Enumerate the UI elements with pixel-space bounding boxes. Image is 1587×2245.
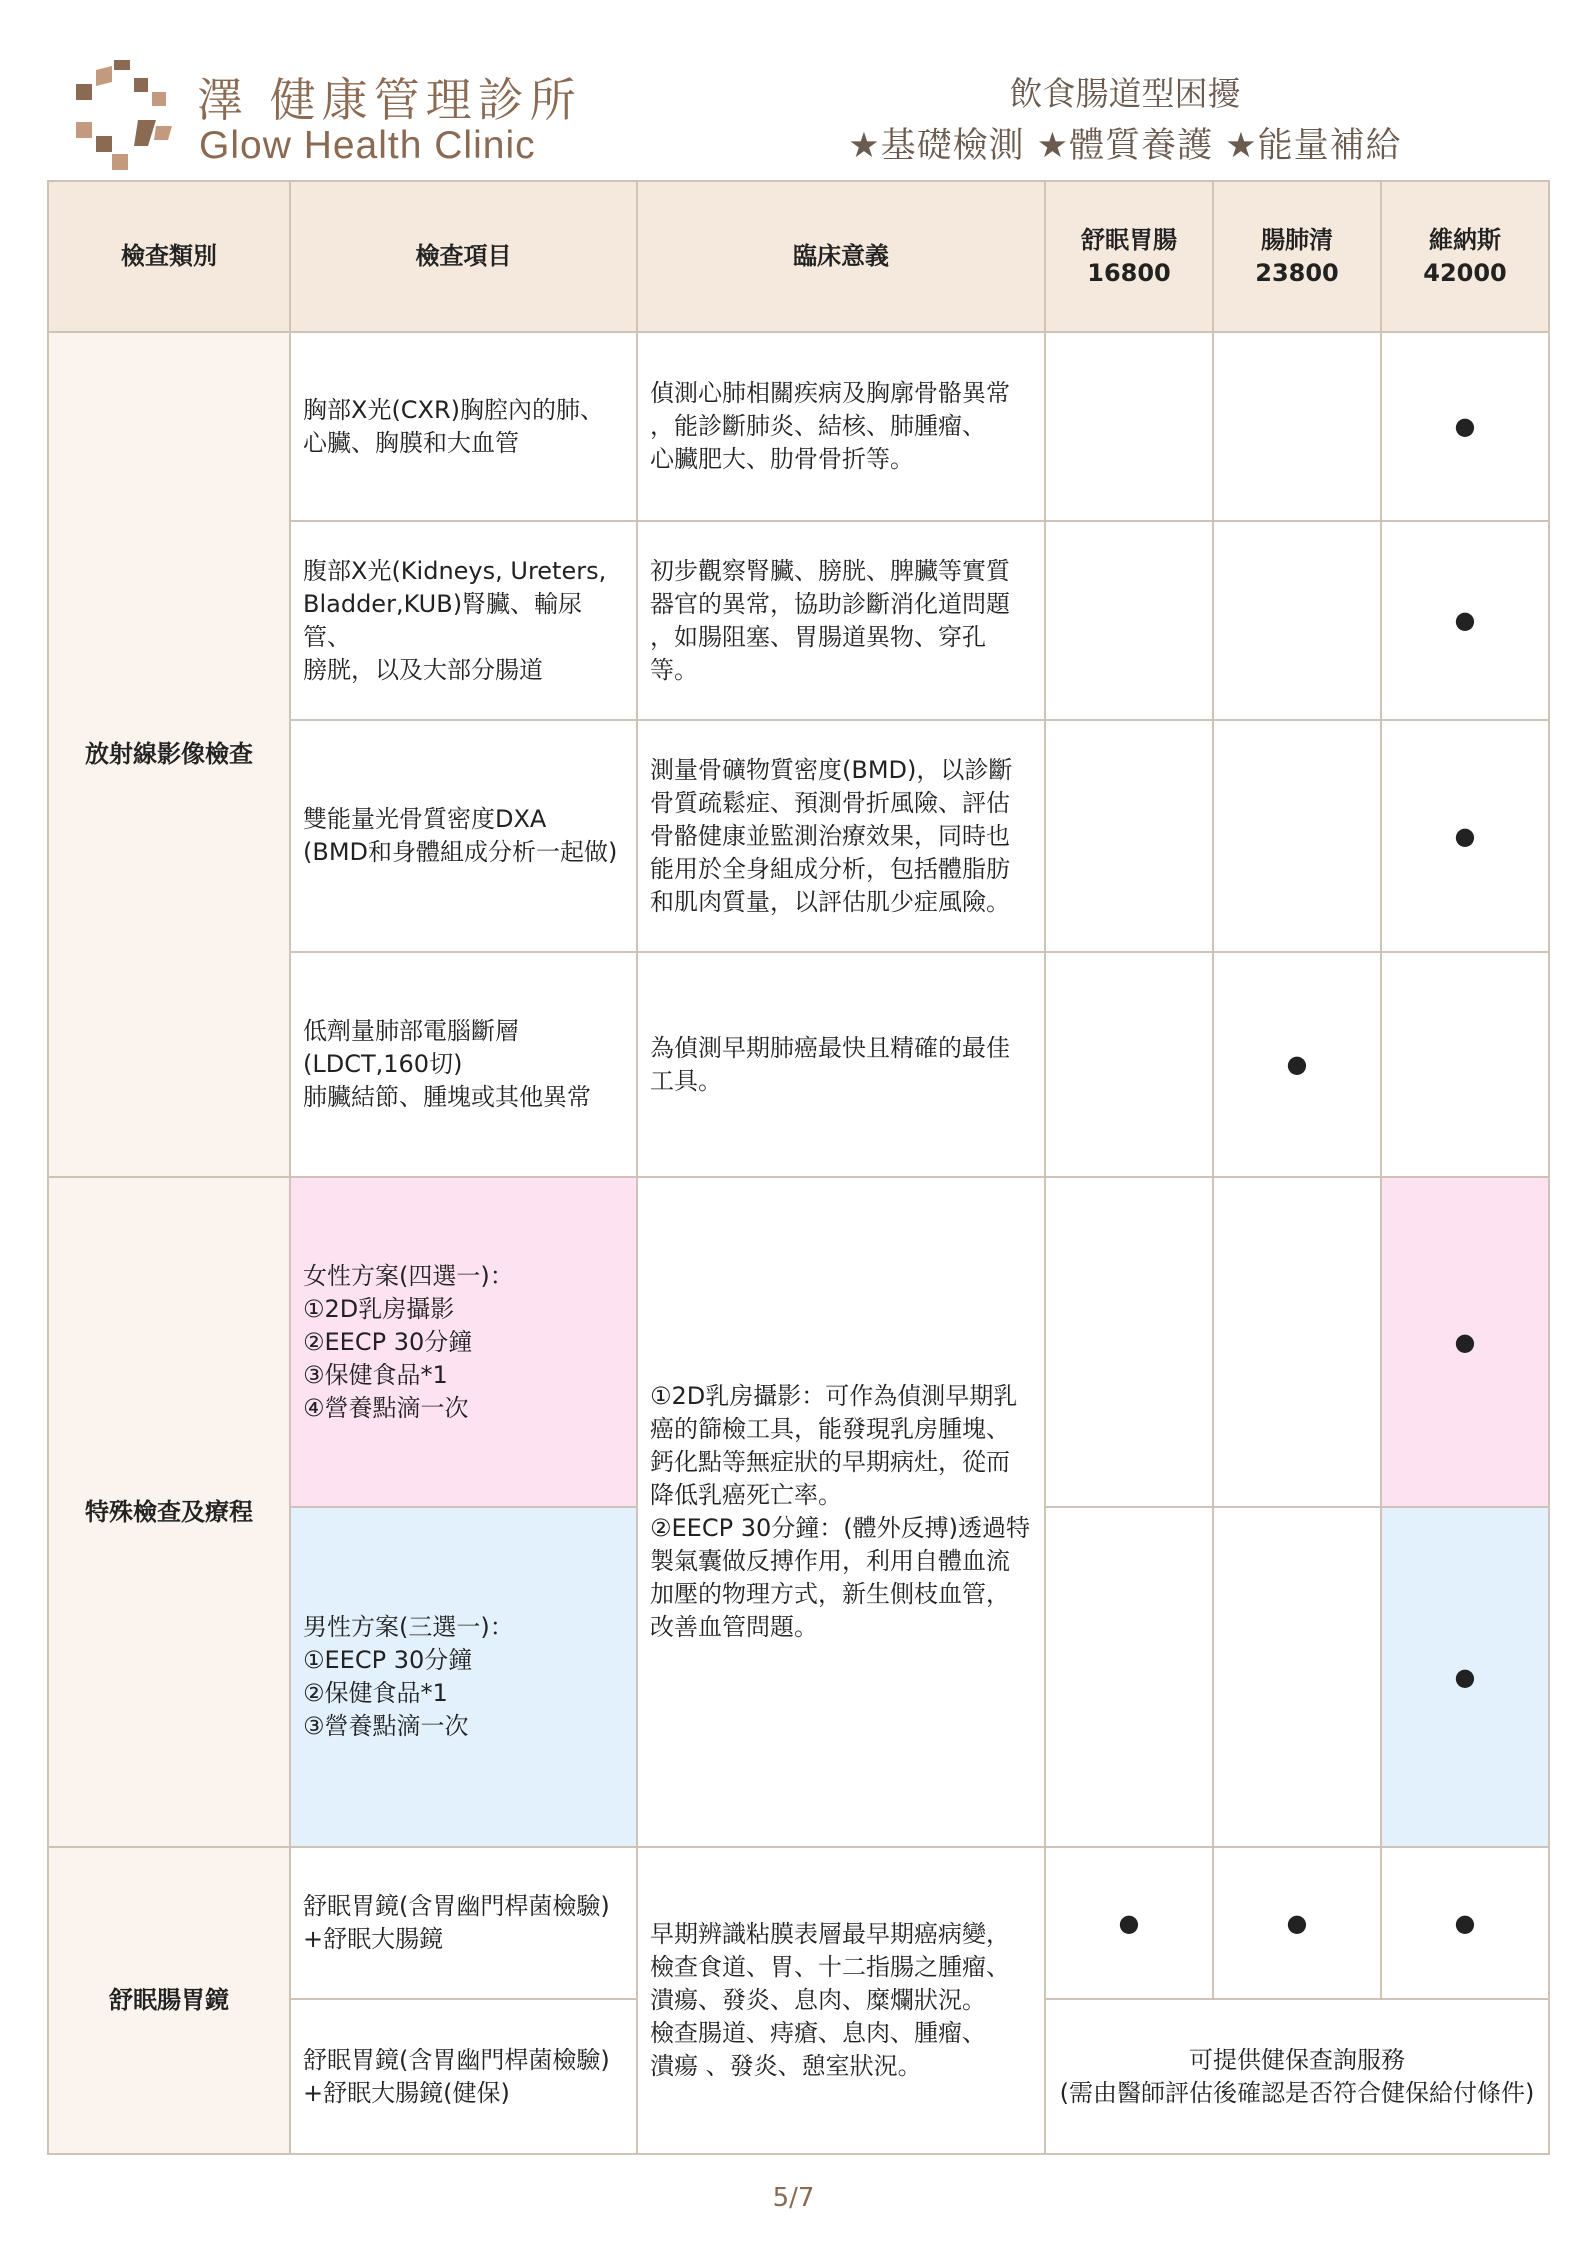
meaning-ldct: 為偵測早期肺癌最快且精確的最佳 工具。 [637, 952, 1045, 1177]
mark-kub-pkg1 [1045, 521, 1213, 720]
meaning-cxr: 偵測心肺相關疾病及胸廓骨骼異常 ，能診斷肺炎、結核、肺腫瘤、 心臟肥大、肋骨骨折等。 [637, 332, 1045, 521]
nhi-note: 可提供健保查詢服務 (需由醫師評估後確認是否符合健保給付條件) [1045, 1999, 1549, 2154]
exam-table [47, 180, 1550, 2155]
mark-dxa-pkg3: ● [1381, 720, 1549, 952]
mark-female-pkg3: ● [1381, 1177, 1549, 1507]
table-row [48, 1177, 1549, 1507]
meaning-kub: 初步觀察腎臟、膀胱、脾臟等實質 器官的異常，協助診斷消化道問題 ，如腸阻塞、胃腸道異物、穿孔 等。 [637, 521, 1045, 720]
item-endoscopy-nhi: 舒眠胃鏡(含胃幽門桿菌檢驗) +舒眠大腸鏡(健保) [290, 1999, 637, 2154]
clinic-logo-icon [72, 56, 182, 176]
item-male-plan: 男性方案(三選一)： ①EECP 30分鐘 ②保健食品*1 ③營養點滴一次 [290, 1507, 637, 1847]
category-radiology: 放射線影像檢查 [48, 332, 290, 1177]
header-category: 檢查類別 [48, 181, 290, 332]
header-package-2: 腸肺清 23800 [1213, 181, 1381, 332]
item-kub: 腹部X光(Kidneys, Ureters, Bladder,KUB)腎臟、輸尿管、 膀胱，以及大部分腸道 [290, 521, 637, 720]
mark-ldct-pkg2: ● [1213, 952, 1381, 1177]
item-endoscopy: 舒眠胃鏡(含胃幽門桿菌檢驗) +舒眠大腸鏡 [290, 1847, 637, 1999]
brand-name-cn: 澤 健康管理診所 [197, 73, 582, 127]
item-ldct: 低劑量肺部電腦斷層 (LDCT,160切) 肺臟結節、腫塊或其他異常 [290, 952, 637, 1177]
mark-kub-pkg3: ● [1381, 521, 1549, 720]
mark-cxr-pkg2 [1213, 332, 1381, 521]
mark-dxa-pkg1 [1045, 720, 1213, 952]
plan-title: 飲食腸道型困擾 [1009, 74, 1241, 113]
category-special: 特殊檢查及療程 [48, 1177, 290, 1847]
mark-female-pkg1 [1045, 1177, 1213, 1507]
header-meaning: 臨床意義 [637, 181, 1045, 332]
mark-female-pkg2 [1213, 1177, 1381, 1507]
mark-kub-pkg2 [1213, 521, 1381, 720]
plan-subtitle: ★基礎檢測 ★體質養護 ★能量補給 [848, 126, 1402, 166]
table-row [48, 332, 1549, 521]
item-dxa: 雙能量光骨質密度DXA (BMD和身體組成分析一起做) [290, 720, 637, 952]
page-number: 5/7 [772, 2183, 815, 2213]
mark-cxr-pkg1 [1045, 332, 1213, 521]
brand-name-en: Glow Health Clinic [199, 124, 536, 167]
mark-endo-pkg1: ● [1045, 1847, 1213, 1999]
category-endoscopy: 舒眠腸胃鏡 [48, 1847, 290, 2154]
meaning-special: ①2D乳房攝影：可作為偵測早期乳 癌的篩檢工具，能發現乳房腫塊、 鈣化點等無症狀的早期病灶，從而 降低乳癌死亡率。 ②EECP 30分鐘：(體外反搏)透過特 製氣囊做反搏作用，利用自體血流 加壓的物理方式，新生側枝血管， 改善血管問題。 [637, 1177, 1045, 1847]
meaning-endoscopy: 早期辨識粘膜表層最早期癌病變， 檢查食道、胃、十二指腸之腫瘤、 潰瘍、發炎、息肉、糜爛狀況。 檢查腸道、痔瘡、息肉、腫瘤、 潰瘍 、發炎、憩室狀況。 [637, 1847, 1045, 2154]
mark-endo-pkg3: ● [1381, 1847, 1549, 1999]
table-row [48, 1847, 1549, 1999]
mark-male-pkg2 [1213, 1507, 1381, 1847]
mark-male-pkg3: ● [1381, 1507, 1549, 1847]
mark-cxr-pkg3: ● [1381, 332, 1549, 521]
mark-ldct-pkg1 [1045, 952, 1213, 1177]
mark-endo-pkg2: ● [1213, 1847, 1381, 1999]
item-female-plan: 女性方案(四選一)： ①2D乳房攝影 ②EECP 30分鐘 ③保健食品*1 ④營養點滴一次 [290, 1177, 637, 1507]
header-item: 檢查項目 [290, 181, 637, 332]
item-cxr: 胸部X光(CXR)胸腔內的肺、 心臟、胸膜和大血管 [290, 332, 637, 521]
mark-ldct-pkg3 [1381, 952, 1549, 1177]
header-package-1: 舒眠胃腸 16800 [1045, 181, 1213, 332]
table-header-row [48, 181, 1549, 332]
mark-dxa-pkg2 [1213, 720, 1381, 952]
header-package-3: 維納斯 42000 [1381, 181, 1549, 332]
meaning-dxa: 測量骨礦物質密度(BMD)，以診斷 骨質疏鬆症、預測骨折風險、評估 骨骼健康並監測治療效果，同時也 能用於全身組成分析，包括體脂肪 和肌肉質量，以評估肌少症風險。 [637, 720, 1045, 952]
mark-male-pkg1 [1045, 1507, 1213, 1847]
